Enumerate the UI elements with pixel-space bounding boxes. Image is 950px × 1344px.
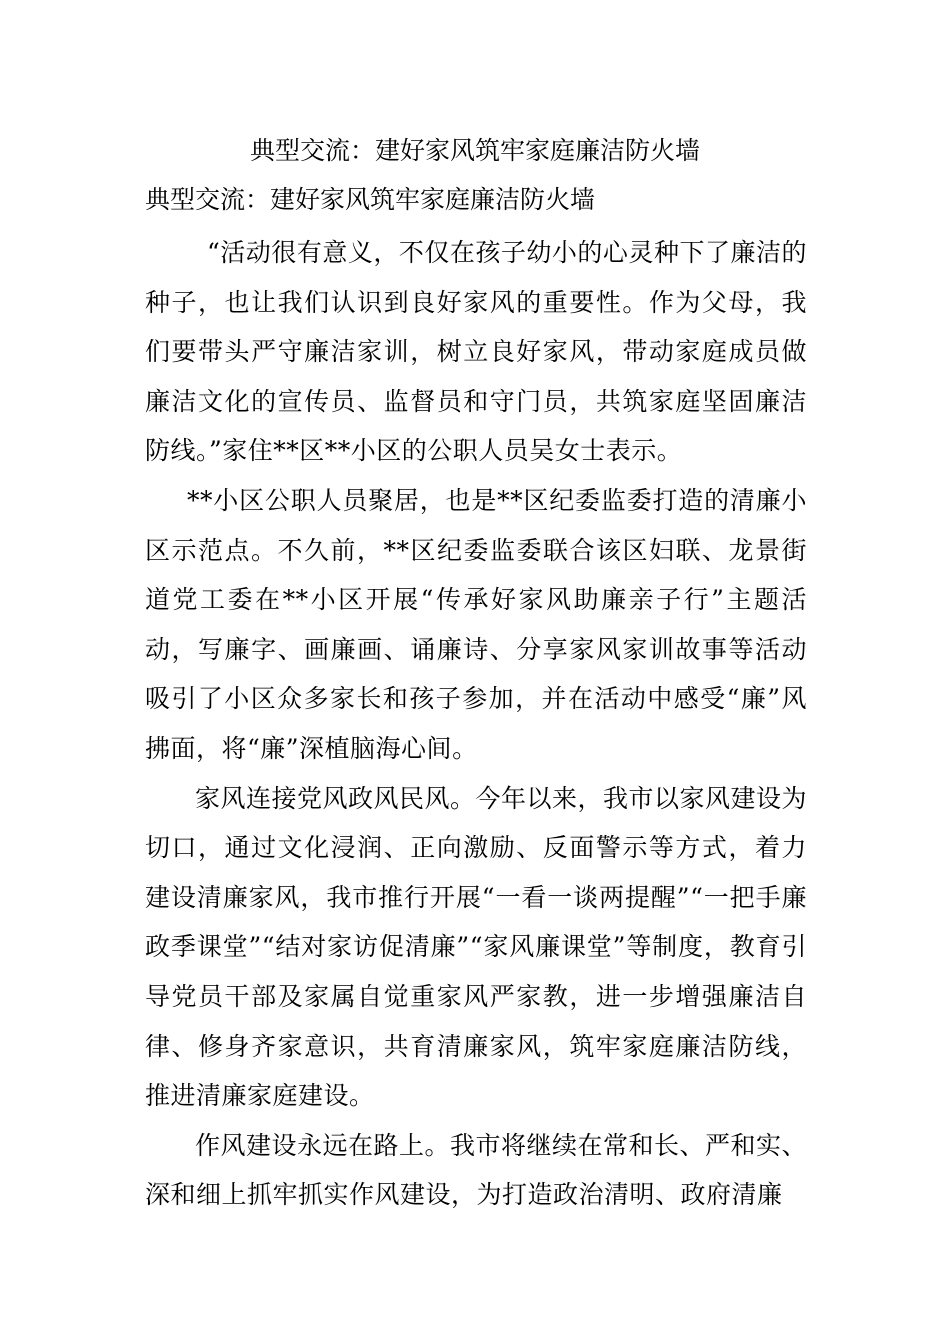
paragraph-community: **小区公职人员聚居，也是**区纪委监委打造的清廉小区示范点。不久前，**区纪委监委联合该区妇联、龙景街道党工委在**小区开展“传承好家风助廉亲子行”主题活动，写廉字、画廉画、诵廉诗、分享家风家训故事等活动吸引了小区众多家长和孩子参加，并在活动中感受“廉”风拂面，将“廉”深植脑海心间。 bbox=[145, 485, 807, 763]
document-body bbox=[145, 228, 807, 1220]
paragraph-work-style: 作风建设永远在路上。我市将继续在常和长、严和实、深和细上抓牢抓实作风建设，为打造政治清明、政府清廉 bbox=[145, 1130, 808, 1210]
document-title: 典型交流：建好家风筑牢家庭廉洁防火墙 bbox=[249, 136, 700, 165]
paragraph-quote: “活动很有意义，不仅在孩子幼小的心灵种下了廉洁的种子，也让我们认识到良好家风的重要性。作为父母，我们要带头严守廉洁家训，树立良好家风，带动家庭成员做廉洁文化的宣传员、监督员和守门员，共筑家庭坚固廉洁防线。”家住**区**小区的公职人员吴女士表示。 bbox=[145, 238, 807, 466]
paragraph-family-style: 家风连接党风政风民风。今年以来，我市以家风建设为切口，通过文化浸润、正向激励、反面警示等方式，着力建设清廉家风，我市推行开展“一看一谈两提醒”“一把手廉政季课堂”“结对家访促清廉”“家风廉课堂”等制度，教育引导党员干部及家属自觉重家风严家教，进一步增强廉洁自律、修身齐家意识，共育清廉家风，筑牢家庭廉洁防线，推进清廉家庭建设。 bbox=[145, 783, 808, 1111]
document-heading: 典型交流：建好家风筑牢家庭廉洁防火墙 bbox=[145, 185, 596, 214]
